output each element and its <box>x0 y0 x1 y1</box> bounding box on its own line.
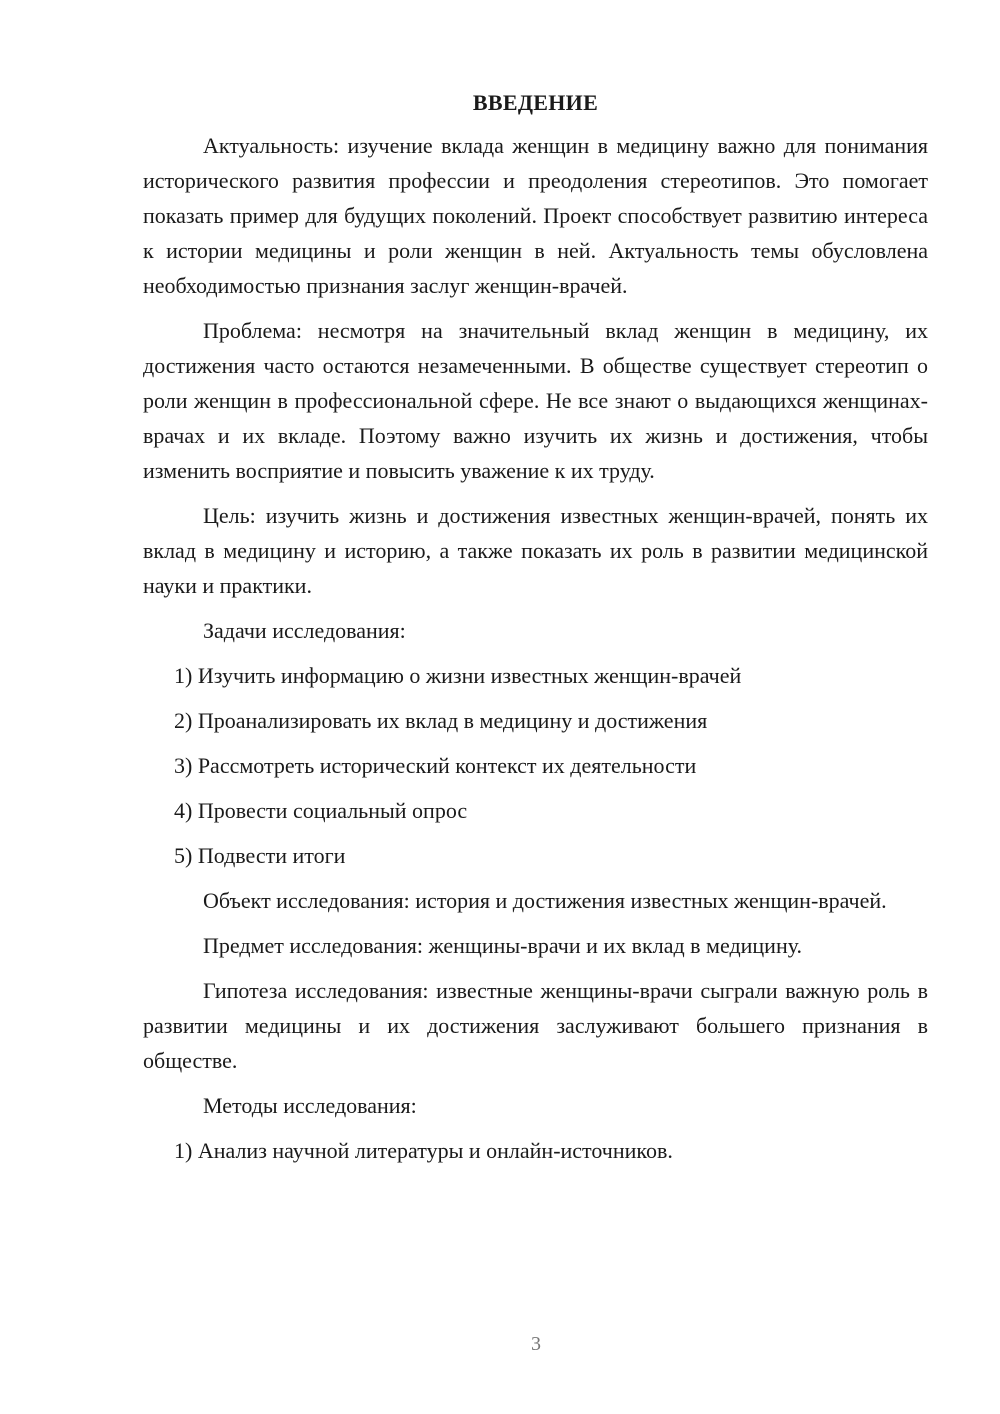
list-item: 5) Подвести итоги <box>174 843 346 868</box>
subject-paragraph: Предмет исследования: женщины-врачи и их вклад в медицину. <box>203 933 803 958</box>
page-number: 3 <box>531 1333 541 1355</box>
problem-paragraph: Проблема: несмотря на значительный вклад женщин в медицину, их достижения часто остаются незамеченными. В обществе существует стереотип о роли женщин в профессиональной сфере. Не все знают о выдающихся женщинах-врачах и их вкладе. Поэтому важно изучить их жизнь и достижения, чтобы изменить восприятие и повысить уважение к их труду. <box>143 318 928 483</box>
hypothesis-paragraph: Гипотеза исследования: известные женщины-врачи сыграли важную роль в развитии медицины и их достижения заслуживают большего признания в обществе. <box>143 978 928 1073</box>
list-item: 1) Анализ научной литературы и онлайн-источников. <box>174 1138 673 1163</box>
page-title: ВВЕДЕНИЕ <box>472 90 599 115</box>
methods-heading: Методы исследования: <box>203 1093 417 1118</box>
goal-paragraph: Цель: изучить жизнь и достижения известных женщин-врачей, понять их вклад в медицину и историю, а также показать их роль в развитии медицинской науки и практики. <box>143 503 928 598</box>
list-item: 2) Проанализировать их вклад в медицину и достижения <box>174 708 708 733</box>
relevance-paragraph: Актуальность: изучение вклада женщин в медицину важно для понимания исторического развития профессии и преодоления стереотипов. Это помогает показать пример для будущих поколений. Проект способствует развитию интереса к истории медицины и роли женщин в ней. Актуальность темы обусловлена необходимостью признания заслуг женщин-врачей. <box>143 133 928 298</box>
list-item: 4) Провести социальный опрос <box>174 798 468 823</box>
document-page <box>143 88 928 1168</box>
object-paragraph: Объект исследования: история и достижения известных женщин-врачей. <box>203 888 887 913</box>
list-item: 3) Рассмотреть исторический контекст их деятельности <box>174 753 697 778</box>
list-item: 1) Изучить информацию о жизни известных женщин-врачей <box>174 663 742 688</box>
tasks-heading: Задачи исследования: <box>203 618 406 643</box>
